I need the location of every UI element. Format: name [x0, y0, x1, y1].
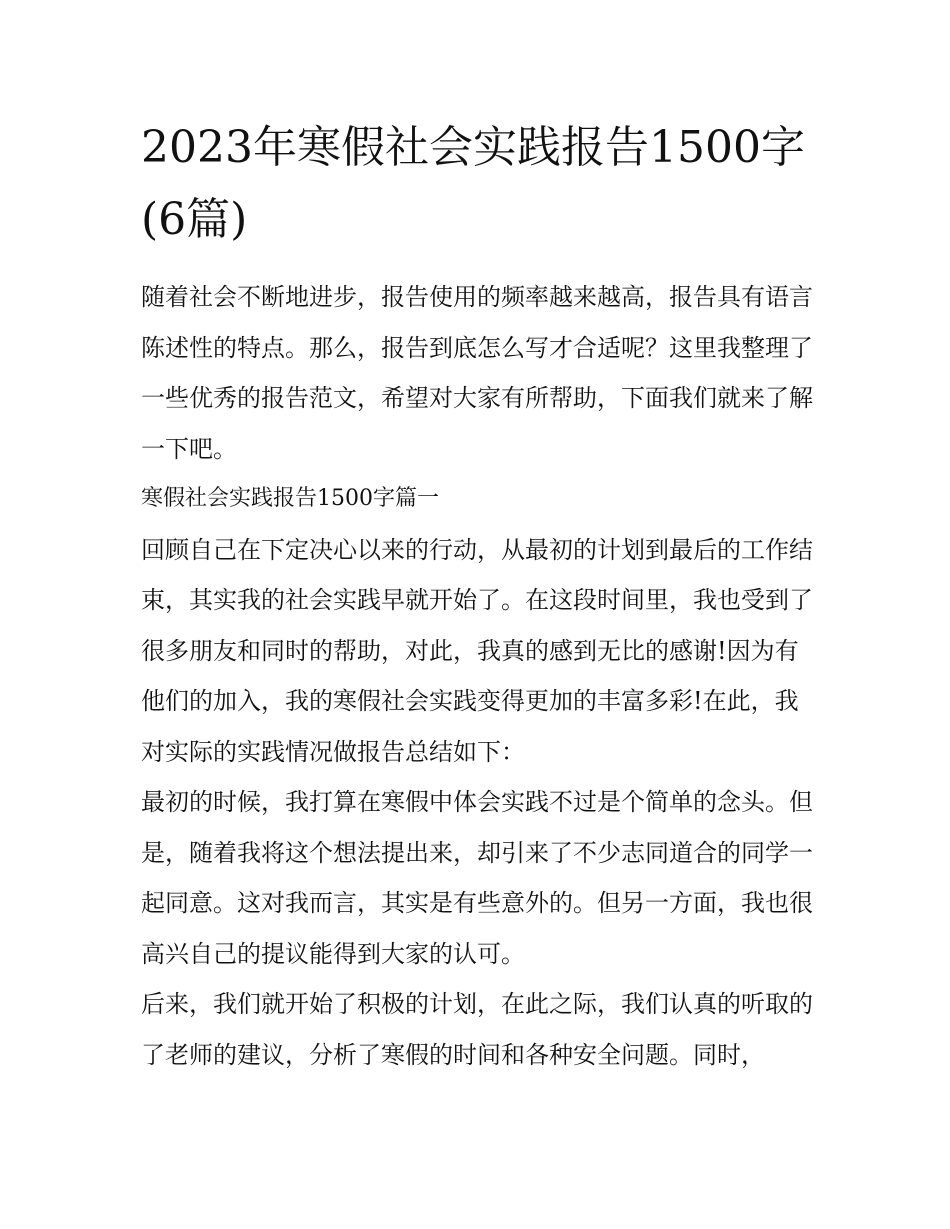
body-paragraph-1: 回顾自己在下定决心以来的行动，从最初的计划到最后的工作结束，其实我的社会实践早就开始了。在这段时间里，我也受到了很多朋友和同时的帮助，对此，我真的感到无比的感谢!因为有他们的加入，我的寒假社会实践变得更加的丰富多彩!在此，我对实际的实践情况做报告总结如下：	[141, 535, 813, 766]
document-title: 2023年寒假社会实践报告1500字(6篇)	[141, 122, 805, 245]
body-paragraph-3: 后来，我们就开始了积极的计划，在此之际，我们认真的听取的了老师的建议，分析了寒假的时间和各种安全问题。同时，	[141, 990, 813, 1069]
body-paragraph-2: 最初的时候，我打算在寒假中体会实践不过是个简单的念头。但是，随着我将这个想法提出来，却引来了不少志同道合的同学一起同意。这对我而言，其实是有些意外的。但另一方面，我也很高兴自己的提议能得到大家的认可。	[141, 788, 813, 968]
intro-paragraph: 随着社会不断地进步，报告使用的频率越来越高，报告具有语言陈述性的特点。那么，报告到底怎么写才合适呢？这里我整理了一些优秀的报告范文，希望对大家有所帮助，下面我们就来了解一下吧。	[141, 283, 813, 463]
document-page	[141, 112, 813, 1080]
section-heading: 寒假社会实践报告1500字篇一	[141, 486, 439, 511]
document-body	[141, 272, 813, 1080]
